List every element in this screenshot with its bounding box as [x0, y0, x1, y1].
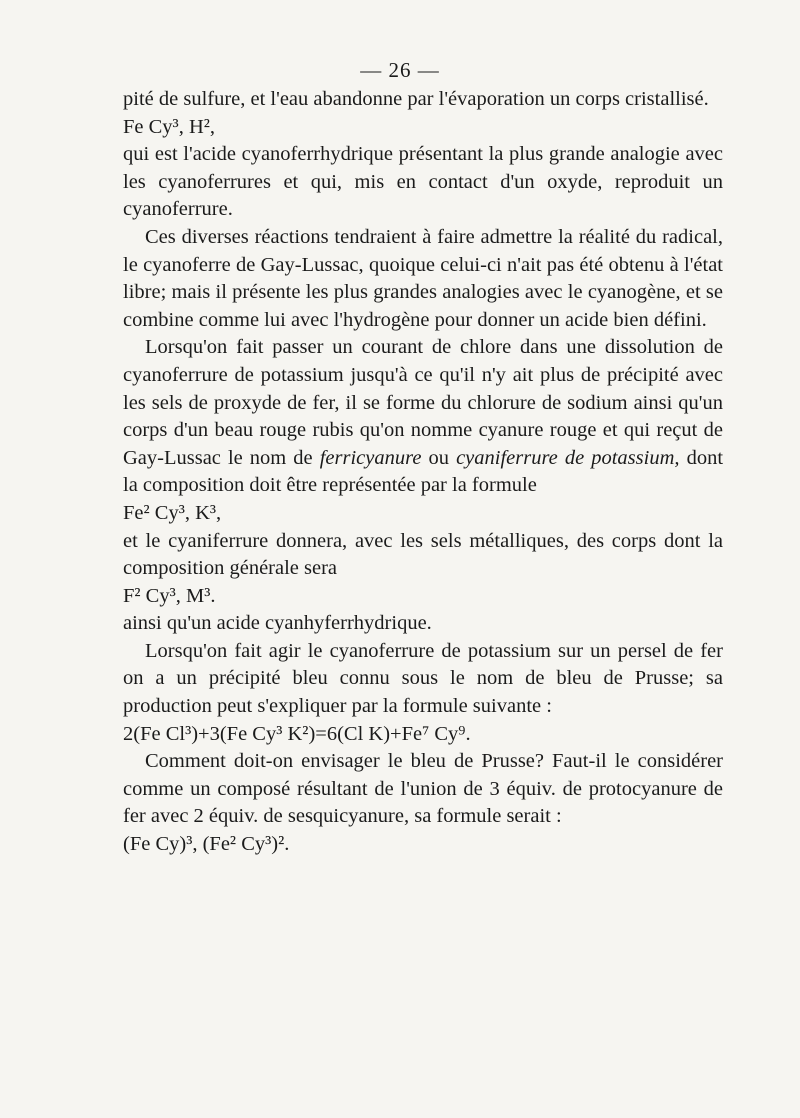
page-number: — 26 —: [360, 58, 440, 82]
body-text: [123, 86, 723, 859]
paragraph: [123, 334, 723, 500]
formula: (Fe Cy)³, (Fe² Cy³)².: [123, 833, 290, 856]
paragraph: qui est l'acide cyanoferrhydrique présentant la plus grande analogie avec les cyanoferrures et qui, mis en contact d'un oxyde, reproduit un cyanoferrure.: [123, 143, 723, 221]
formula: Fe Cy³, H²,: [123, 115, 216, 138]
italic-term: ferricyanure: [319, 446, 422, 469]
paragraph: et le cyaniferrure donnera, avec les sels métalliques, des corps dont la composition générale sera: [123, 529, 723, 580]
paragraph-text: dont la composition doit être représentée par la formule: [123, 446, 724, 497]
paragraph: Lorsqu'on fait agir le cyanoferrure de potassium sur un persel de fer on a un précipité bleu connu sous le nom de bleu de Prusse; sa production peut s'expliquer par la formule suivante :: [123, 639, 723, 718]
formula: 2(Fe Cl³)+3(Fe Cy³ K²)=6(Cl K)+Fe⁷ Cy⁹.: [123, 722, 471, 745]
paragraph: pité de sulfure, et l'eau abandonne par l'évaporation un corps cristallisé.: [123, 88, 709, 110]
formula: F² Cy³, M³.: [123, 584, 216, 607]
paragraph: Ces diverses réactions tendraient à faire admettre la réalité du radical, le cyanoferre de Gay-Lussac, quoique celui-ci n'ait pas été obtenu à l'état libre; mais il présente les plus grandes analogies avec le cyanogène, et se combine comme lui avec l'hydrogène pour donner un acide bien défini.: [123, 225, 723, 331]
italic-term: cyaniferrure de potassium,: [456, 446, 680, 469]
formula: Fe² Cy³, K³,: [123, 501, 222, 524]
paragraph: ainsi qu'un acide cyanhyferrhydrique.: [123, 612, 432, 635]
paragraph-text: Lorsqu'on fait passer un courant de chlore dans une dissolution de cyanoferrure de potassium jusqu'à ce qu'il n'y ait plus de précipité avec les sels de proxyde de fer, il se forme du chlorure de sodium ainsi qu'un corps d'un beau rouge rubis qu'on nomme cyanure rouge et qui reçut de Gay-Lussac le nom de: [123, 336, 723, 469]
paragraph-text: ou: [428, 446, 449, 469]
paragraph: Comment doit-on envisager le bleu de Prusse? Faut-il le considérer comme un composé résultant de l'union de 3 équiv. de protocyanure de fer avec 2 équiv. de sesquicyanure, sa formule serait :: [123, 750, 723, 828]
